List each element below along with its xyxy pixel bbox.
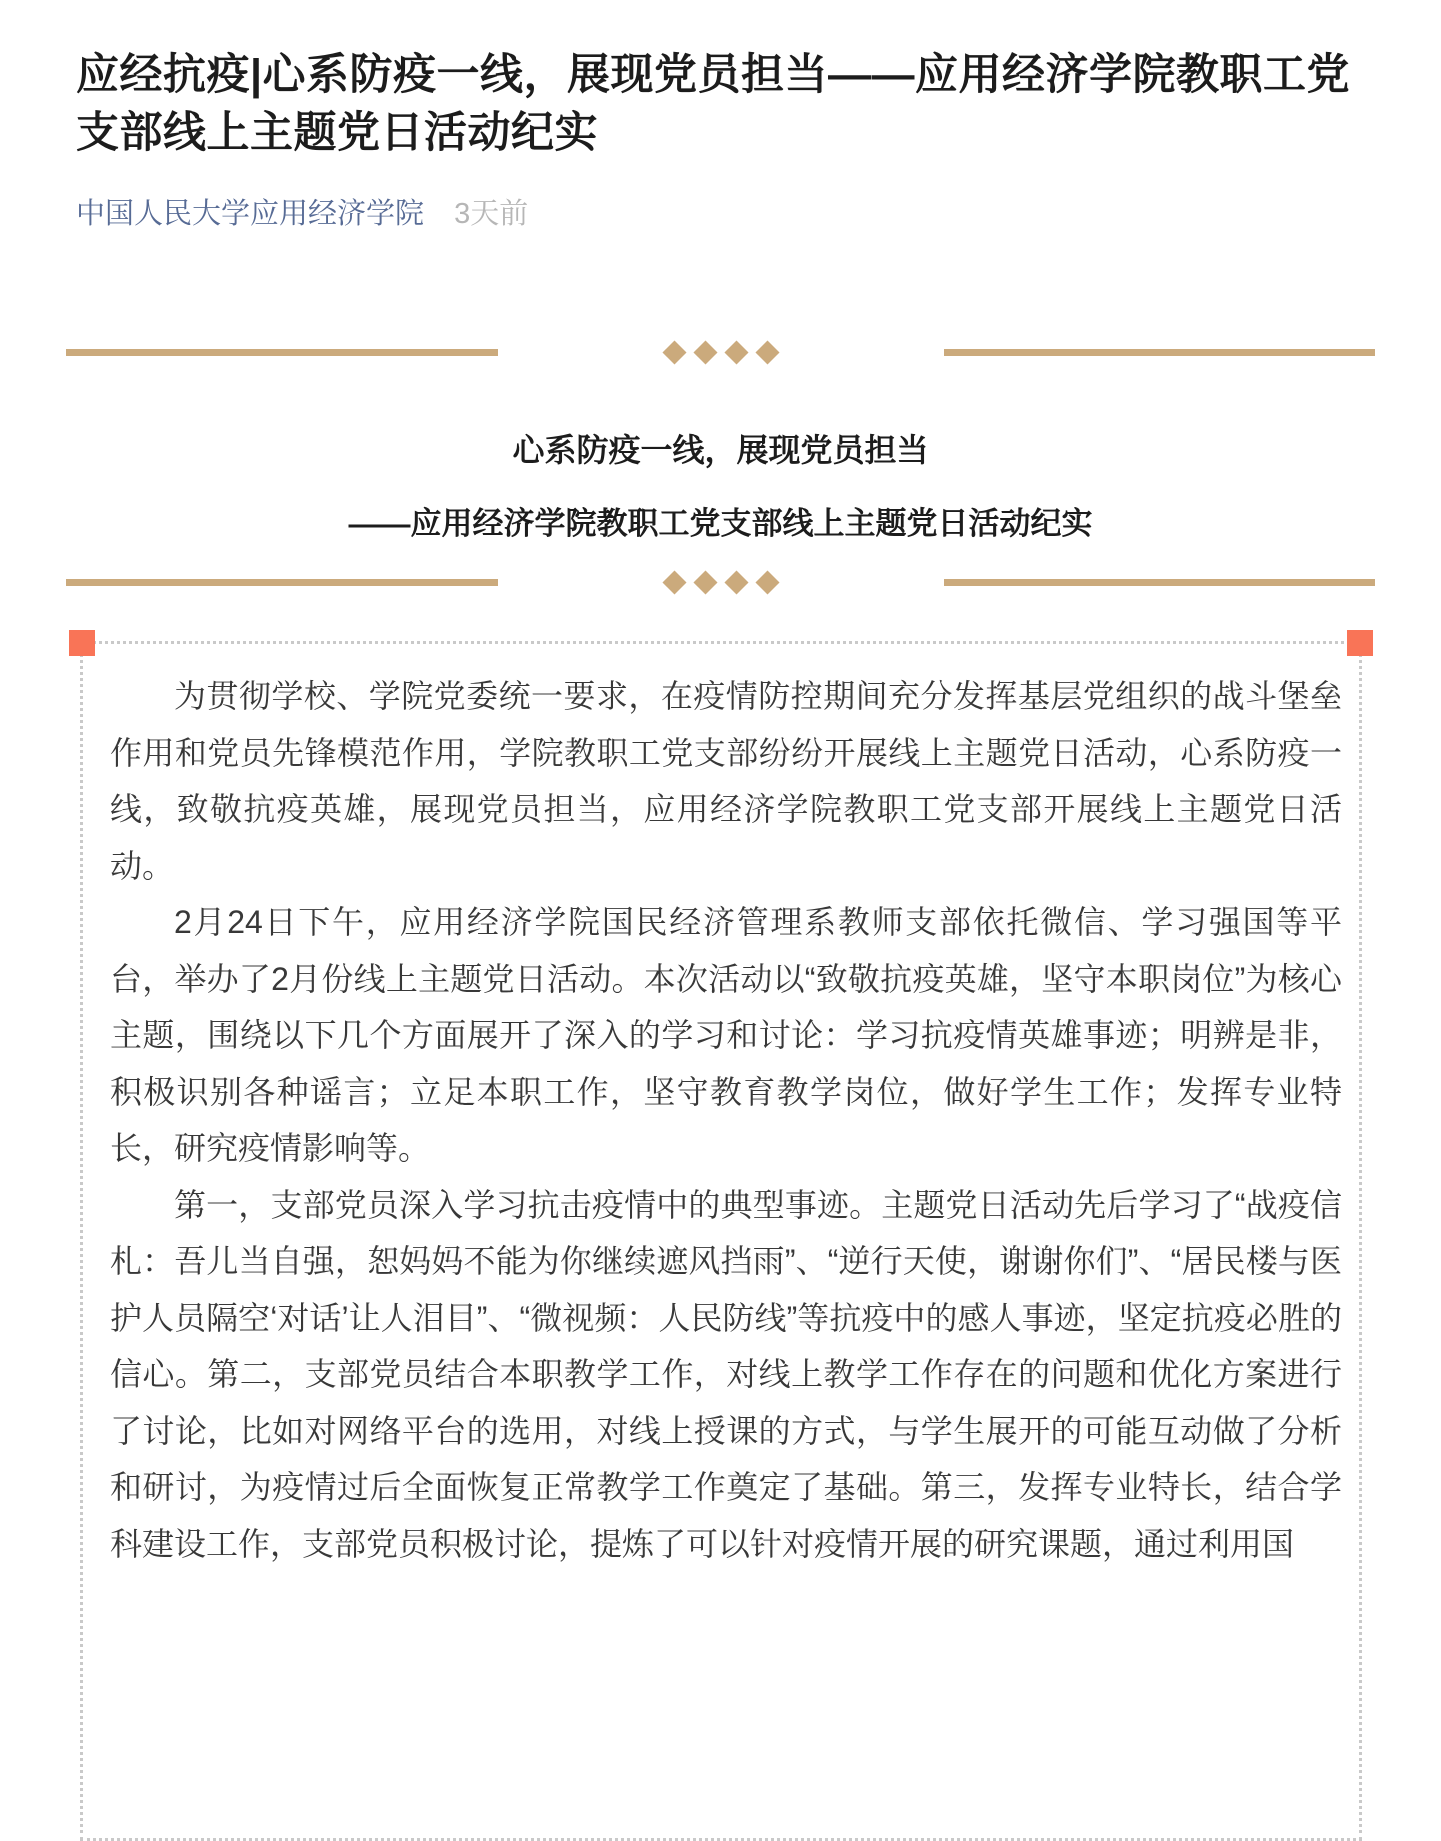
divider-line-right: [944, 579, 1376, 586]
divider-line-left: [66, 349, 498, 356]
publish-time: 3天前: [454, 198, 529, 230]
article-meta: [76, 196, 1365, 232]
corner-square-top-right: [1347, 630, 1373, 656]
corner-square-top-left: [69, 630, 95, 656]
diamond-ornament: [666, 344, 776, 361]
divider-line-left: [66, 579, 498, 586]
account-name-link[interactable]: 中国人民大学应用经济学院: [76, 198, 425, 230]
section-heading: 心系防疫一线，展现党员担当: [512, 432, 929, 468]
article-body-box: [80, 641, 1362, 1841]
article-title: 应经抗疫|心系防疫一线，展现党员担当——应用经济学院教职工党支部线上主题党日活动纪实: [76, 51, 1351, 157]
diamond-icon: [724, 340, 748, 364]
diamond-ornament: [666, 574, 776, 591]
ornamental-divider-top: [66, 344, 1375, 361]
body-paragraph: 第一，支部党员深入学习抗击疫情中的典型事迹。主题党日活动先后学习了“战疫信札：吾儿当自强，恕妈妈不能为你继续遮风挡雨”、“逆行天使，谢谢你们”、“居民楼与医护人员隔空‘对话’让人泪目”、“微视频：人民防线”等抗疫中的感人事迹，坚定抗疫必胜的信心。第二，支部党员结合本职教学工作，对线上教学工作存在的问题和优化方案进行了讨论，比如对网络平台的选用，对线上授课的方式，与学生展开的可能互动做了分析和研讨，为疫情过后全面恢复正常教学工作奠定了基础。第三，发挥专业特长，结合学科建设工作，支部党员积极讨论，提炼了可以针对疫情开展的研究课题，通过利用国: [110, 1186, 1342, 1562]
diamond-icon: [662, 340, 686, 364]
ornamental-divider-bottom: [66, 574, 1375, 591]
diamond-icon: [662, 570, 686, 594]
diamond-icon: [724, 570, 748, 594]
diamond-icon: [755, 340, 779, 364]
body-paragraph: 为贯彻学校、学院党委统一要求，在疫情防控期间充分发挥基层党组织的战斗堡垒作用和党员先锋模范作用，学院教职工党支部纷纷开展线上主题党日活动，心系防疫一线，致敬抗疫英雄，展现党员担当，应用经济学院教职工党支部开展线上主题党日活动。: [110, 678, 1342, 884]
diamond-icon: [755, 570, 779, 594]
body-paragraph: 2月24日下午，应用经济学院国民经济管理系教师支部依托微信、学习强国等平台，举办了2月份线上主题党日活动。本次活动以“致敬抗疫英雄，坚守本职岗位”为核心主题，围绕以下几个方面展开了深入的学习和讨论：学习抗疫情英雄事迹；明辨是非，积极识别各种谣言；立足本职工作，坚守教育教学岗位，做好学生工作；发挥专业特长，研究疫情影响等。: [110, 904, 1342, 1166]
section-subheading: ——应用经济学院教职工党支部线上主题党日活动纪实: [348, 506, 1093, 541]
divider-line-right: [944, 349, 1376, 356]
diamond-icon: [693, 570, 717, 594]
diamond-icon: [693, 340, 717, 364]
article-header: [76, 46, 1365, 232]
